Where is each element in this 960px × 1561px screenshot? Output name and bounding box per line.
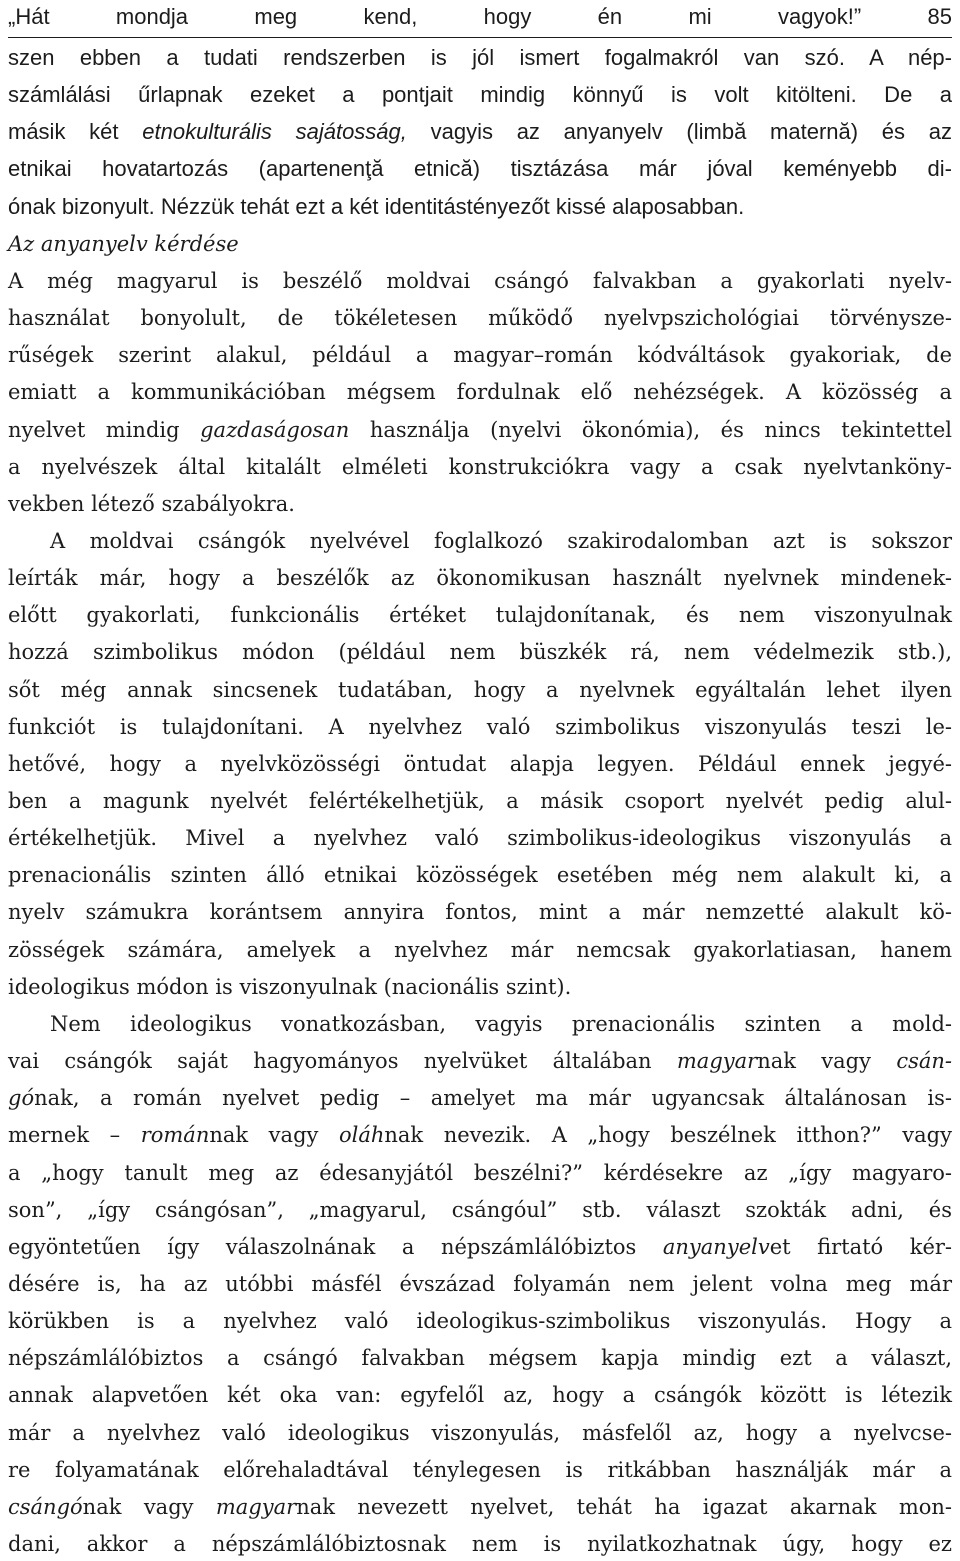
text-segment: használat bonyolult, de tökéletesen működő nyelvpszichológiai törvénysze- (8, 306, 952, 331)
text-line (8, 1081, 952, 1115)
text-segment: A még magyarul is beszélő moldvai csángó falvakban a gyakorlati nyelv- (8, 268, 952, 293)
running-header (8, 0, 952, 34)
text-segment: nak vagy (209, 1123, 339, 1148)
text-line (8, 1416, 952, 1450)
text-segment: használja (nyelvi ökonómia), és nincs tekintettel (349, 417, 952, 442)
text-line (8, 1341, 952, 1375)
text-line (8, 301, 952, 335)
text-segment: nak nevezett nyelvet, tehát ha igazat akarnak mon- (296, 1494, 952, 1519)
italic-segment: Az anyanyelv kérdése (8, 231, 239, 256)
text-line (8, 1044, 952, 1078)
text-segment: nyelv számukra korántsem annyira fontos, mint a már nemzetté alakult kö- (8, 900, 952, 925)
text-segment: sőt még annak sincsenek tudatában, hogy a nyelvnek egyáltalán lehet ilyen (8, 677, 952, 702)
text-line (8, 1230, 952, 1264)
text-segment: másik két (8, 119, 143, 145)
text-line (8, 598, 952, 632)
text-line (8, 1453, 952, 1487)
text-segment: leírták már, hogy a beszélők az ökonomikusan használt nyelvnek mindenek- (8, 566, 952, 591)
italic-segment: magyar (676, 1049, 758, 1073)
text-segment: ónak bizonyult. Nézzük tehát ezt a két identitástényezőt kissé alaposabban. (8, 193, 745, 219)
text-segment: Nem ideologikus vonatkozásban, vagyis prenacionális szinten a mold- (50, 1011, 952, 1036)
text-line (8, 970, 952, 1004)
text-segment: szen ebben a tudati rendszerben is jól ismert fogalmakról van szó. A nép- (8, 45, 952, 70)
text-segment: számlálási űrlapnak ezeket a pontjait mindig könnyű is volt kitölteni. De a (8, 82, 952, 108)
text-line (8, 673, 952, 707)
text-segment: hetővé, hogy a nyelvközösségi öntudat alapja legyen. Például ennek jegyé- (8, 751, 952, 776)
text-line (8, 933, 952, 967)
text-line (8, 635, 952, 669)
text-segment: re folyamatának előrehaladtával ténylegesen is ritkábban használják már a (8, 1457, 952, 1482)
text-line (8, 375, 952, 409)
text-segment: emiatt a kommunikációban mégsem fordulnak elő nehézségek. A közösség a (8, 380, 952, 405)
header-title: „Hát mondja meg kend, hogy én mi vagyok!” (8, 4, 862, 29)
text-segment: vekben létező szabályokra. (8, 491, 295, 516)
italic-segment: csán- (896, 1049, 953, 1073)
text-line (8, 1527, 952, 1561)
italic-segment: gazdaságosan (200, 417, 350, 442)
text-line (8, 78, 952, 112)
text-segment: egyöntetűen így válaszolnának a népszámlálóbiztos (8, 1234, 663, 1259)
text-line (8, 1304, 952, 1338)
text-segment: annak alapvetően két oka van: egyfelől az, hogy a csángók között is létezik (8, 1383, 952, 1408)
text-line (8, 561, 952, 595)
page-number: 85 (927, 4, 952, 29)
text-line (8, 1193, 952, 1227)
text-line (8, 115, 952, 149)
text-line (8, 450, 952, 484)
text-line (8, 264, 952, 298)
header-rule (8, 37, 952, 38)
text-line (8, 895, 952, 929)
text-segment: körükben is a nyelvhez való ideologikus-szimbolikus viszonyulás. Hogy a (8, 1309, 952, 1334)
text-segment: ideologikus módon is viszonyulnak (nacionális szint). (8, 974, 572, 999)
text-segment: vagyis az anyanyelv (limbă maternă) és az (406, 119, 952, 145)
text-line (8, 747, 952, 781)
text-segment: et firtató kér- (769, 1234, 953, 1259)
text-line (8, 338, 952, 372)
italic-segment: anyanyelv (662, 1234, 770, 1259)
text-segment: nak vagy (757, 1049, 897, 1073)
italic-segment: román (140, 1123, 210, 1148)
text-line (8, 710, 952, 744)
text-line (8, 821, 952, 855)
text-segment: hozzá szimbolikus módon (például nem büszkék rá, nem védelmezik stb.), (8, 640, 952, 665)
text-segment: ben a magunk nyelvét felértékelhetjük, a másik csoport nyelvét pedig alul- (8, 789, 952, 813)
text-line (8, 784, 952, 818)
text-line (8, 1156, 952, 1190)
text-line (8, 1007, 952, 1041)
text-segment: a nyelvészek által kitalált elméleti konstrukciókra vagy a csak nyelvtanköny- (8, 454, 952, 479)
text-segment: előtt gyakorlati, funkcionális értéket tulajdonítanak, és nem viszonyulnak (8, 603, 952, 628)
text-line (8, 1490, 952, 1524)
text-line (8, 1378, 952, 1412)
text-segment: a „hogy tanult meg az édesanyjától beszélni?” kérdésekre az „így magyaro- (8, 1160, 952, 1185)
section-heading (8, 227, 952, 261)
text-segment: népszámlálóbiztos a csángó falvakban mégsem kapja mindig ezt a választ, (8, 1346, 952, 1371)
text-line (8, 858, 952, 892)
text-segment: etnikai hovatartozás (apartenenţă etnică) tisztázása már jóval keményebb di- (8, 156, 952, 182)
text-segment: nak, a román nyelvet pedig – amelyet ma már ugyancsak általánosan is- (34, 1086, 952, 1111)
text-segment: zösségek számára, amelyek a nyelvhez már nemcsak gyakorlatiasan, hanem (8, 937, 952, 962)
text-segment: désére is, ha az utóbbi másfél évszázad folyamán nem jelent volna meg már (8, 1272, 952, 1296)
text-line (8, 152, 952, 186)
text-segment: értékelhetjük. Mivel a nyelvhez való szimbolikus-ideologikus viszonyulás a (8, 826, 952, 851)
text-line (8, 524, 952, 558)
text-segment: prenacionális szinten álló etnikai közösségek esetében még nem alakult ki, a (8, 863, 952, 888)
text-segment: már a nyelvhez való ideologikus viszonyulás, másfelől az, hogy a nyelvcse- (8, 1420, 952, 1445)
text-segment: nak vagy (82, 1494, 216, 1519)
text-line (8, 190, 952, 224)
text-line (8, 487, 952, 521)
text-line (8, 41, 952, 75)
text-segment: nak nevezik. A „hogy beszélnek itthon?” vagy (384, 1123, 952, 1148)
italic-segment: magyar (215, 1494, 297, 1519)
italic-segment: gó (8, 1086, 35, 1111)
text-line (8, 1118, 952, 1152)
text-segment: son”, „így csángósan”, „magyarul, csángóul” stb. választ szokták adni, és (8, 1197, 952, 1222)
text-segment: A moldvai csángók nyelvével foglalkozó szakirodalomban azt is sokszor (50, 529, 952, 553)
text-segment: rűségek szerint alakul, például a magyar–román kódváltások gyakoriak, de (8, 343, 952, 368)
text-segment: nyelvet mindig (8, 417, 201, 442)
text-segment: mernek – (8, 1123, 141, 1148)
italic-segment: etnokulturális sajátosság, (142, 119, 407, 145)
italic-segment: oláh (338, 1123, 385, 1148)
text-line (8, 413, 952, 447)
text-line (8, 1267, 952, 1301)
text-segment: funkciót is tulajdonítani. A nyelvhez való szimbolikus viszonyulás teszi le- (8, 714, 952, 739)
text-segment: dani, akkor a népszámlálóbiztosnak nem is nyilatkozhatnak úgy, hogy ez (8, 1532, 952, 1556)
italic-segment: csángó (8, 1494, 83, 1519)
text-segment: vai csángók saját hagyományos nyelvüket általában (8, 1049, 677, 1073)
